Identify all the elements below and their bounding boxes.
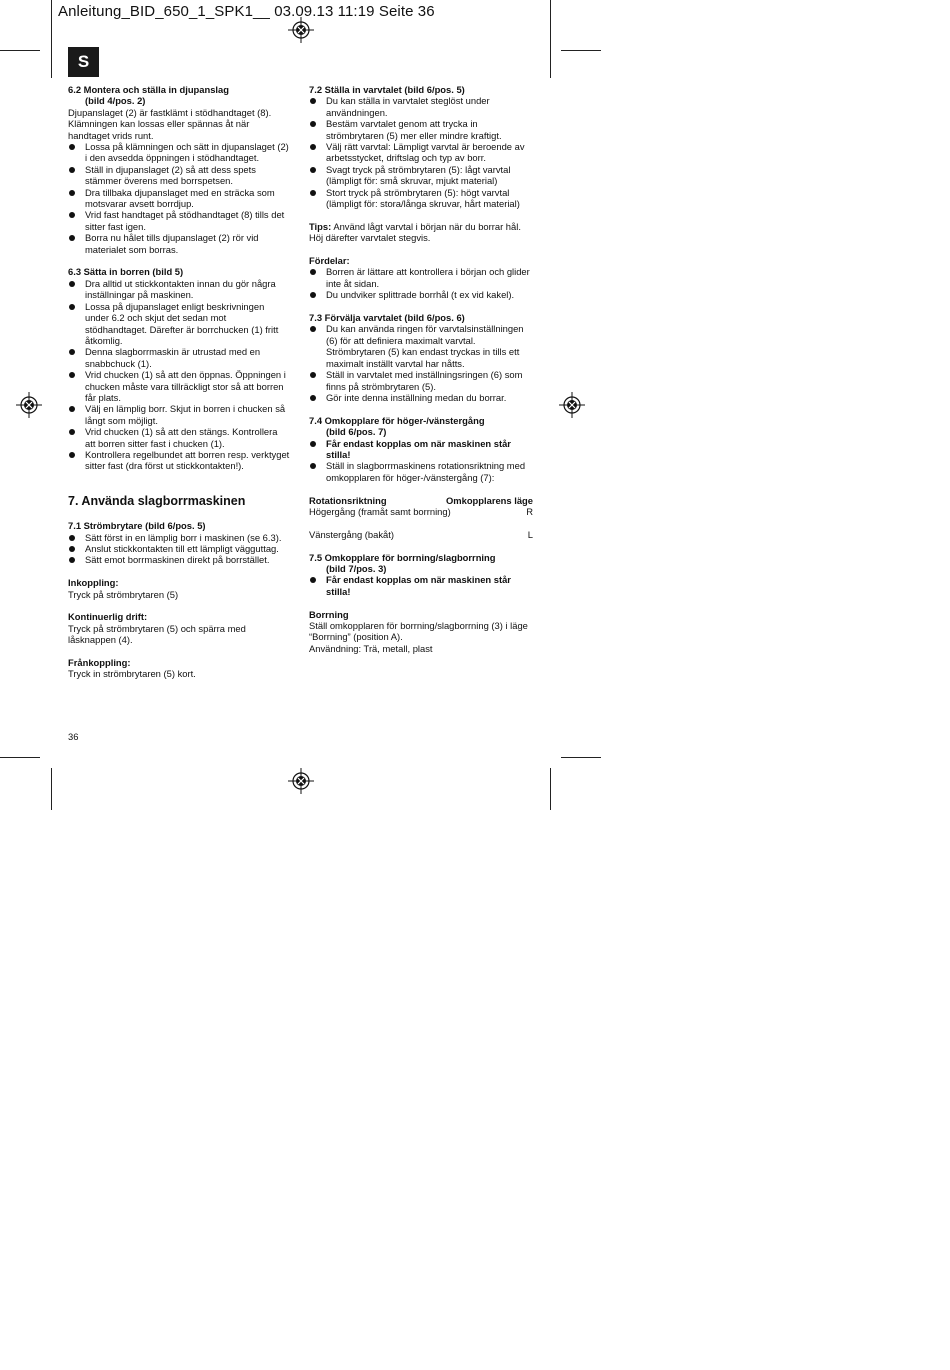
table-cell: R (526, 505, 533, 517)
paragraph-line: låsknappen (4). (68, 634, 133, 646)
bullet-list-7-3 (309, 323, 533, 403)
list-item: Ställ in djupanslaget (2) så att dess spets stämmer överens med borrspetsen. (68, 164, 296, 187)
section-heading-6-2-sub: (bild 4/pos. 2) (85, 95, 146, 107)
paragraph-line: “Borrning” (position A). (309, 631, 403, 643)
registration-mark-icon (288, 17, 314, 43)
list-item: Vrid chucken (1) så att den öppnas. Öppningen i chucken måste vara tillräckligt stor så att borren får plats. (68, 369, 296, 403)
bullet-list-6-3 (68, 278, 296, 472)
paragraph-line: Tryck in strömbrytaren (5) kort. (68, 668, 196, 680)
chapter-heading-7: 7. Använda slagborrmaskinen (68, 493, 246, 508)
crop-mark (0, 50, 40, 51)
list-item: Du undviker splittrade borrhål (t ex vid kakel). (309, 289, 533, 300)
table-row (309, 506, 533, 517)
right-column (309, 84, 533, 654)
list-item: Vrid chucken (1) så att den stängs. Kontrollera att borren sitter fast i chucken (1). (68, 426, 296, 449)
section-heading-7-4: 7.4 Omkopplare för höger-/vänstergång (309, 414, 485, 426)
subheading-fordelar: Fördelar: (309, 255, 350, 267)
section-heading-7-4-sub: (bild 6/pos. 7) (326, 426, 387, 438)
crop-mark (561, 50, 601, 51)
crop-mark (0, 757, 40, 758)
list-item: Borren är lättare att kontrollera i början och glider inte åt sidan. (309, 266, 533, 289)
table-header-cell: Rotationsriktning (309, 494, 387, 506)
paragraph-line: Ställ omkopplaren för borrning/slagborrning (3) i läge (309, 619, 528, 631)
paragraph-line: handtaget vrids runt. (68, 129, 154, 141)
list-item: Ställ in slagborrmaskinens rotationsriktning med omkopplaren för höger-/vänstergång (7): (309, 460, 533, 483)
table-cell: L (527, 528, 533, 540)
section-heading-7-5: 7.5 Omkopplare för borrning/slagborrning (309, 551, 496, 563)
list-item: Lossa på klämningen och sätt in djupanslaget (2) i den avsedda öppningen i stödhandtaget. (68, 141, 296, 164)
subheading-kontinuerlig: Kontinuerlig drift: (68, 611, 148, 623)
list-item: Vrid fast handtaget på stödhandtaget (8) tills det sitter fast igen. (68, 209, 296, 232)
list-item: Anslut stickkontakten till ett lämpligt vägguttag. (68, 543, 296, 554)
list-item: Kontrollera regelbundet att borren resp. verktyget sitter fast (dra först ut stickkontakten!). (68, 449, 296, 472)
paragraph-line: Klämningen kan lossas eller spännas åt när (68, 118, 250, 130)
list-item: Du kan använda ringen för varvtalsinställningen (6) för att definiera maximalt varvtal. Strömbrytaren (5) kan endast tryckas in tills ett maximalt inställt varvtal har nåtts. (309, 323, 533, 369)
list-item: Denna slagborrmaskin är utrustad med en snabbchuck (1). (68, 346, 296, 369)
list-item: Stort tryck på strömbrytaren (5): högt varvtal (lämpligt för: stora/långa skruvar, hårt material) (309, 187, 533, 210)
paragraph-line: Höj därefter varvtalet stegvis. (309, 232, 431, 244)
list-item: Bestäm varvtalet genom att trycka in strömbrytaren (5) mer eller mindre kraftigt. (309, 118, 533, 141)
table-cell: Högergång (framåt samt borrning) (309, 505, 451, 517)
list-item: Välj en lämplig borr. Skjut in borren i chucken så långt som möjligt. (68, 403, 296, 426)
paragraph-line: Tryck på strömbrytaren (5) och spärra med (68, 622, 246, 634)
section-heading-7-1: 7.1 Strömbrytare (bild 6/pos. 5) (68, 520, 206, 532)
section-heading-6-2: 6.2 Montera och ställa in djupanslag (68, 84, 229, 95)
table-header (309, 495, 533, 506)
list-item: Svagt tryck på strömbrytaren (5): lågt varvtal (lämpligt för: små skruvar, mjukt material) (309, 164, 533, 187)
paragraph-line: Användning: Trä, metall, plast (309, 642, 433, 654)
table-cell: Vänstergång (bakåt) (309, 528, 394, 540)
list-item: Sätt emot borrmaskinen direkt på borrstället. (68, 554, 296, 565)
list-item: Sätt först in en lämplig borr i maskinen (se 6.3). (68, 532, 296, 543)
list-item: Dra alltid ut stickkontakten innan du gör några inställningar på maskinen. (68, 278, 296, 301)
bullet-list-7-1 (68, 532, 296, 566)
table-header-cell: Omkopplarens läge (445, 494, 533, 506)
bullet-list-7-5 (309, 574, 533, 597)
paragraph-line: Djupanslaget (2) är fastklämt i stödhandtaget (8). (68, 106, 272, 118)
subheading-borrning: Borrning (309, 608, 349, 620)
section-heading-6-3: 6.3 Sätta in borren (bild 5) (68, 266, 184, 278)
section-heading-7-2: 7.2 Ställa in varvtalet (bild 6/pos. 5) (309, 84, 465, 95)
registration-mark-icon (16, 392, 42, 418)
paragraph-line: Tryck på strömbrytaren (5) (68, 588, 179, 600)
list-item: Borra nu hålet tills djupanslaget (2) rör vid materialet som borras. (68, 232, 296, 255)
list-item: Du kan ställa in varvtalet steglöst under användningen. (309, 95, 533, 118)
bullet-list-fordelar (309, 266, 533, 300)
section-heading-7-3: 7.3 Förvälja varvtalet (bild 6/pos. 6) (309, 312, 465, 324)
list-item: Får endast kopplas om när maskinen står stilla! (309, 438, 533, 461)
bullet-list-6-2 (68, 141, 296, 255)
list-item: Dra tillbaka djupanslaget med en sträcka som motsvarar avsett borrdjup. (68, 187, 296, 210)
language-tab: S (68, 47, 99, 77)
list-item: Välj rätt varvtal: Lämpligt varvtal är beroende av arbetsstycket, driftslag och typ av borr. (309, 141, 533, 164)
bullet-list-7-2 (309, 95, 533, 209)
page-number: 36 (68, 731, 79, 742)
crop-mark (550, 0, 551, 78)
registration-mark-icon (559, 392, 585, 418)
registration-mark-icon (288, 768, 314, 794)
list-item: Lossa på djupanslaget enligt beskrivningen under 6.2 och skjut det sedan mot stödhandtaget. Därefter är borrchucken (1) fritt åtkomlig. (68, 301, 296, 347)
crop-mark (561, 757, 601, 758)
left-column (68, 84, 296, 680)
list-item: Ställ in varvtalet med inställningsringen (6) som finns på strömbrytaren (5). (309, 369, 533, 392)
subheading-frankoppling: Frånkoppling: (68, 657, 131, 669)
bullet-list-7-4 (309, 438, 533, 484)
crop-mark (550, 768, 551, 810)
tips-paragraph: Tips: Använd lågt varvtal i början när du borrar hål. (309, 220, 521, 232)
crop-mark (51, 0, 52, 78)
list-item: Gör inte denna inställning medan du borrar. (309, 392, 533, 403)
table-row (309, 529, 533, 540)
crop-mark (51, 768, 52, 810)
subheading-inkoppling: Inkoppling: (68, 577, 119, 589)
file-header: Anleitung_BID_650_1_SPK1__ 03.09.13 11:19 Seite 36 (58, 3, 435, 20)
section-heading-7-5-sub: (bild 7/pos. 3) (326, 562, 387, 574)
list-item: Får endast kopplas om när maskinen står stilla! (309, 574, 533, 597)
